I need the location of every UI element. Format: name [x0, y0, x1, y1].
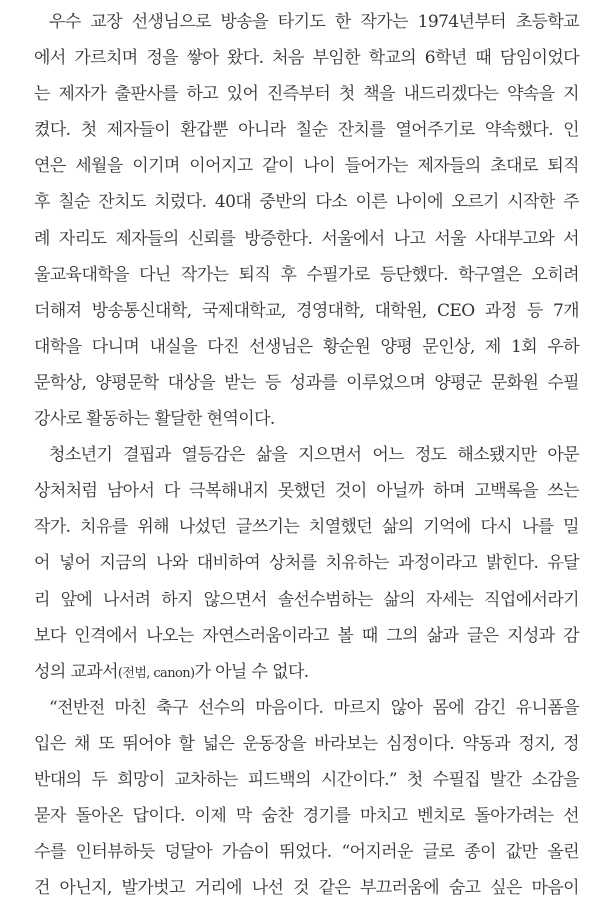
text-line: 건 아닌지, 발가벗고 거리에 나선 것 같은 부끄러움에 숨고 싶은 마음이 — [34, 878, 579, 899]
text-line: 문학상, 양평문학 대상을 받는 등 성과를 이루었으며 양평군 문화원 수필 — [34, 372, 579, 393]
paragraph-1 — [34, 4, 579, 437]
text-span: 성의 교과서 — [34, 661, 118, 682]
text-line: 수를 인터뷰하듯 덩달아 가슴이 뛰었다. “어지러운 글로 종이 값만 올린 — [34, 842, 579, 863]
text-line: 리 앞에 나서려 하지 않으면서 솔선수범하는 삶의 자세는 직업에서라기 — [34, 589, 579, 610]
text-span: 가 아닐 수 없다. — [194, 661, 309, 682]
text-line: 더해져 방송통신대학, 국제대학교, 경영대학, 대학원, CEO 과정 등 7개 — [34, 300, 579, 321]
text-line: 보다 인격에서 나오는 자연스러움이라고 볼 때 그의 삶과 글은 지성과 감 — [34, 625, 579, 646]
text-line: 우수 교장 선생님으로 방송을 타기도 한 작가는 1974년부터 초등학교 — [49, 12, 579, 32]
text-line: “전반전 마친 축구 선수의 마음이다. 마르지 않아 몸에 감긴 유니폼을 — [49, 697, 579, 718]
text-line: 반대의 두 희망이 교차하는 피드백의 시간이다.” 첫 수필집 발간 소감을 — [34, 769, 579, 790]
text-line: 울교육대학을 다닌 작가는 퇴직 후 수필가로 등단했다. 학구열은 오히려 — [34, 264, 579, 285]
text-line: 작가. 치유를 위해 나섰던 글쓰기는 치열했던 삶의 기억에 다시 나를 밀 — [34, 517, 579, 538]
text-line: 상처처럼 남아서 다 극복해내지 못했던 것이 아닐까 하며 고백록을 쓰는 — [34, 481, 579, 502]
text-line: 후 칠순 잔치도 치렀다. 40대 중반의 다소 이른 나이에 오르기 시작한 주 — [34, 192, 579, 213]
text-line: 대학을 다니며 내실을 다진 선생님은 황순원 양평 문인상, 제 1회 우하 — [34, 336, 579, 357]
text-line: 어 넣어 지금의 나와 대비하여 상처를 치유하는 과정이라고 밝힌다. 유달 — [34, 553, 579, 574]
paragraph-3 — [34, 690, 579, 906]
text-line: 청소년기 결핍과 열등감은 삶을 지으면서 어느 정도 해소됐지만 아문 — [49, 445, 579, 466]
text-line: 묻자 돌아온 답이다. 이제 막 숨찬 경기를 마치고 벤치로 돌아가려는 선 — [34, 806, 579, 827]
annotation-text: (전범, canon) — [117, 665, 195, 681]
paragraph-2 — [34, 437, 579, 690]
text-line — [34, 654, 579, 690]
document-page — [34, 4, 579, 906]
text-line: 연은 세월을 이기며 이어지고 같이 나이 들어가는 제자들의 초대로 퇴직 — [34, 156, 579, 177]
text-line: 는 제자가 출판사를 하고 있어 진즉부터 첫 책을 내드리겠다는 약속을 지 — [34, 84, 579, 105]
text-line: 에서 가르치며 정을 쌓아 왔다. 처음 부임한 학교의 6학년 때 담임이었다 — [34, 48, 579, 69]
text-line: 켰다. 첫 제자들이 환갑뿐 아니라 칠순 잔치를 열어주기로 약속했다. 인 — [34, 120, 579, 141]
text-line: 례 자리도 제자들의 신뢰를 방증한다. 서울에서 나고 서울 사대부고와 서 — [34, 228, 579, 249]
text-line: 입은 채 또 뛰어야 할 넓은 운동장을 바라보는 심정이다. 약동과 정지, 정 — [34, 733, 579, 754]
text-line: 강사로 활동하는 활달한 현역이다. — [34, 409, 275, 430]
